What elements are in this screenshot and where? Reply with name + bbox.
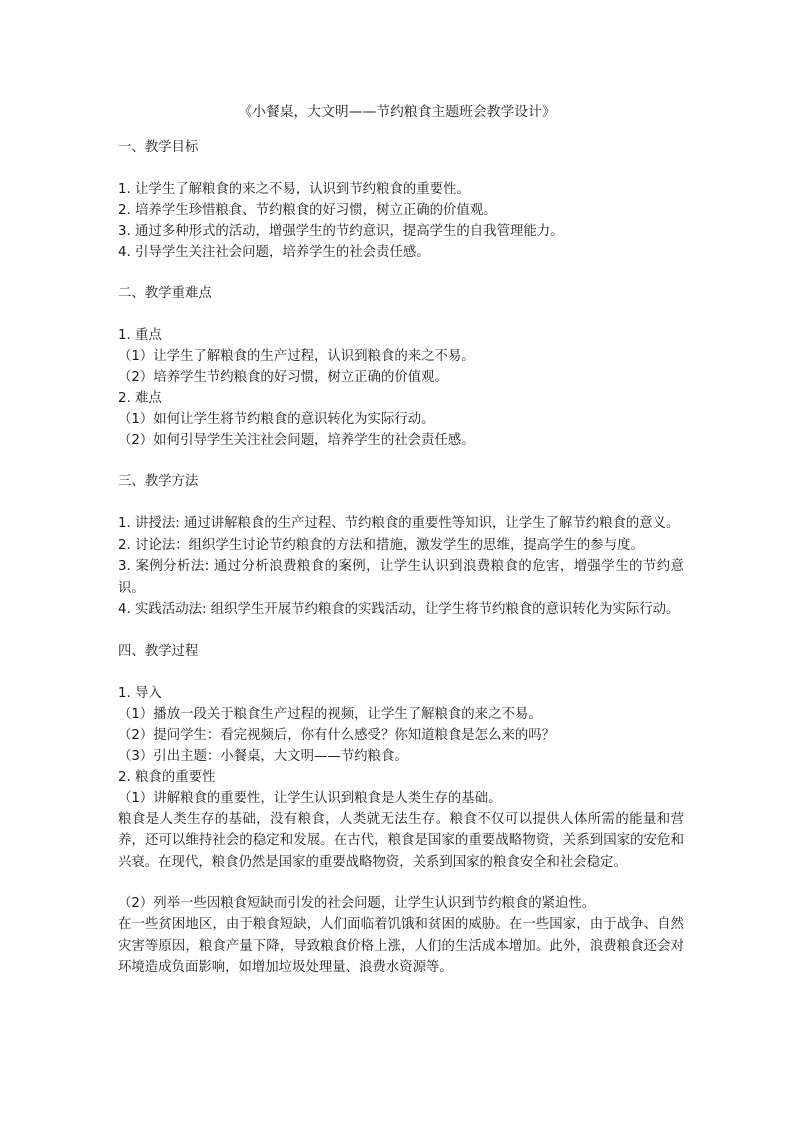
body-paragraph: 粮食是人类生存的基础，没有粮食，人类就无法生存。粮食不仅可以提供人体所需的能量和营养，还可以维持社会的稳定和发展。在古代，粮食是国家的重要战略物资，关系到国家的安危和兴衰。在现代，粮食仍然是国家的重要战略物资，关系到国家的粮食安全和社会稳定。 — [118, 811, 684, 870]
list-item: （1）让学生了解粮食的生产过程，认识到粮食的来之不易。 — [118, 349, 475, 364]
list-item: 3. 通过多种形式的活动，增强学生的节约意识，提高学生的自我管理能力。 — [118, 224, 564, 239]
document-body — [118, 137, 684, 979]
list-item: 1. 让学生了解粮食的来之不易，认识到节约粮食的重要性。 — [118, 182, 470, 197]
list-item: （2）列举一些因粮食短缺而引发的社会问题，让学生认识到节约粮食的紧迫性。 — [118, 896, 596, 911]
list-item: 2. 讨论法：组织学生讨论节约粮食的方法和措施，激发学生的思维，提高学生的参与度。 — [118, 537, 644, 553]
list-item: 4. 实践活动法: 组织学生开展节约粮食的实践活动，让学生将节约粮食的意识转化为实际行动。 — [118, 602, 680, 617]
list-item: 1. 导入 — [118, 685, 162, 701]
list-item: （1）如何让学生将节约粮食的意识转化为实际行动。 — [118, 412, 435, 427]
list-item: 4. 引导学生关注社会问题，培养学生的社会责任感。 — [118, 245, 430, 260]
list-item: 1. 讲授法: 通过讲解粮食的生产过程、节约粮食的重要性等知识，让学生了解节约粮食的意义。 — [118, 516, 680, 531]
list-item: （3）引出主题：小餐桌，大文明——节约粮食。 — [118, 748, 408, 764]
section-heading-methods: 三、教学方法 — [118, 474, 199, 489]
list-item: 3. 案例分析法: 通过分析浪费粮食的案例，让学生认识到浪费粮食的危害，增强学生的节约意识。 — [118, 559, 684, 596]
list-item: （1）播放一段关于粮食生产过程的视频，让学生了解粮食的来之不易。 — [118, 706, 542, 722]
body-paragraph: 在一些贫困地区，由于粮食短缺，人们面临着饥饿和贫困的威胁。在一些国家，由于战争、自然灾害等原因，粮食产量下降，导致粮食价格上涨，人们的生活成本增加。此外，浪费粮食还会对环境造成负面影响，如增加垃圾处理量、浪费水资源等。 — [118, 917, 684, 975]
list-item: 2. 粮食的重要性 — [118, 769, 216, 785]
list-item: （1）讲解粮食的重要性，让学生认识到粮食是人类生存的基础。 — [118, 790, 502, 806]
list-item: （2）培养学生节约粮食的好习惯，树立正确的价值观。 — [118, 370, 448, 385]
section-heading-objectives: 一、教学目标 — [118, 140, 199, 155]
document-title: 《小餐桌，大文明——节约粮食主题班会教学设计》 — [238, 104, 556, 120]
list-item: 1. 重点 — [118, 328, 162, 343]
list-item: 2. 难点 — [118, 391, 162, 406]
list-item: （2）提问学生：看完视频后，你有什么感受？你知道粮食是怎么来的吗？ — [118, 727, 556, 743]
section-heading-key-points: 二、教学重难点 — [118, 286, 212, 301]
section-heading-process: 四、教学过程 — [118, 643, 199, 659]
list-item: 2. 培养学生珍惜粮食、节约粮食的好习惯，树立正确的价值观。 — [118, 203, 497, 218]
list-item: （2）如何引导学生关注社会问题，培养学生的社会责任感。 — [118, 433, 475, 448]
